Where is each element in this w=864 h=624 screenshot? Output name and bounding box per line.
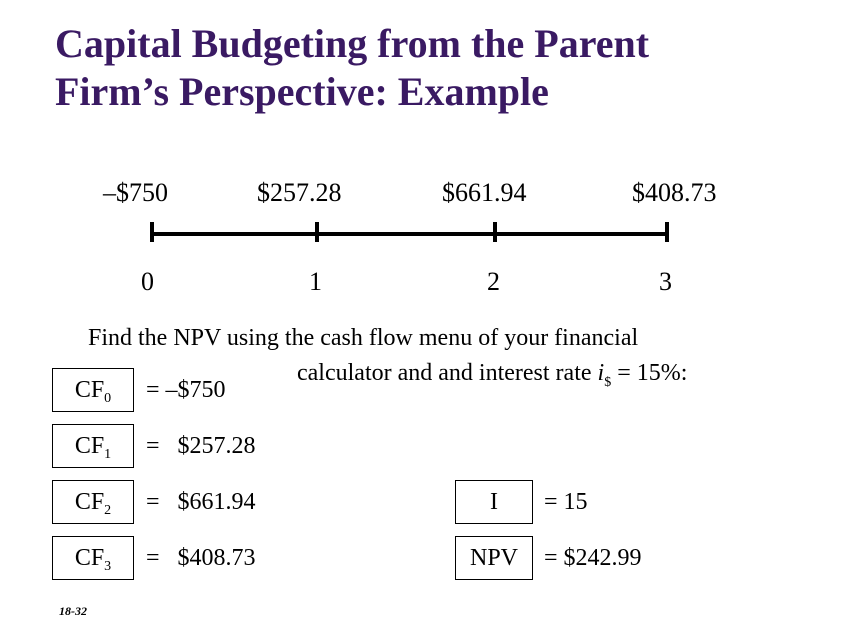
timeline-axis [150, 232, 668, 236]
cf0-label: CF [74, 377, 105, 403]
timeline-tick-0 [150, 222, 154, 242]
cash-flow-amount-1: $257.28 [257, 178, 342, 207]
cf1-key [52, 424, 134, 468]
cf0-subscript: 0 [104, 391, 112, 406]
instruction-line-2-text: calculator and and interest rate [297, 360, 598, 386]
cf3-key [52, 536, 134, 580]
timeline-tick-1 [315, 222, 319, 242]
title-line-1: Capital Budgeting from the Parent [55, 21, 650, 66]
cf1-value: = $257.28 [146, 433, 256, 459]
rate-variable: i [597, 360, 605, 386]
instruction-line-1: Find the NPV using the cash flow menu of your financial [88, 325, 639, 351]
cf3-value: = $408.73 [146, 545, 256, 571]
npv-key: NPV [455, 536, 533, 580]
cf2-key [52, 480, 134, 524]
cf2-subscript: 2 [104, 503, 112, 518]
cf0-value: = –$750 [146, 377, 226, 403]
period-label-3: 3 [659, 267, 672, 296]
cash-flow-amount-2: $661.94 [442, 178, 527, 207]
slide-number: 18-32 [59, 604, 87, 618]
instruction-line-2 [297, 356, 687, 400]
period-label-0: 0 [141, 267, 154, 296]
timeline-tick-3 [665, 222, 669, 242]
cash-flow-amount-3: $408.73 [632, 178, 717, 207]
npv-value: = $242.99 [544, 545, 642, 571]
period-label-2: 2 [487, 267, 500, 296]
timeline-tick-2 [493, 222, 497, 242]
rate-value: = 15%: [611, 360, 688, 386]
cash-flow-amount-0: –$750 [103, 178, 168, 207]
cf2-value: = $661.94 [146, 489, 256, 515]
title-line-2: Firm’s Perspective: Example [55, 69, 549, 114]
interest-key: I [455, 480, 533, 524]
cf3-subscript: 3 [104, 559, 112, 574]
cf3-label: CF [74, 545, 105, 571]
rate-subscript: $ [604, 374, 612, 390]
cf0-key [52, 368, 134, 412]
cf1-subscript: 1 [104, 447, 112, 462]
cf1-label: CF [74, 433, 105, 459]
interest-value: = 15 [544, 489, 588, 515]
cf2-label: CF [74, 489, 105, 515]
period-label-1: 1 [309, 267, 322, 296]
slide-title [55, 20, 835, 116]
